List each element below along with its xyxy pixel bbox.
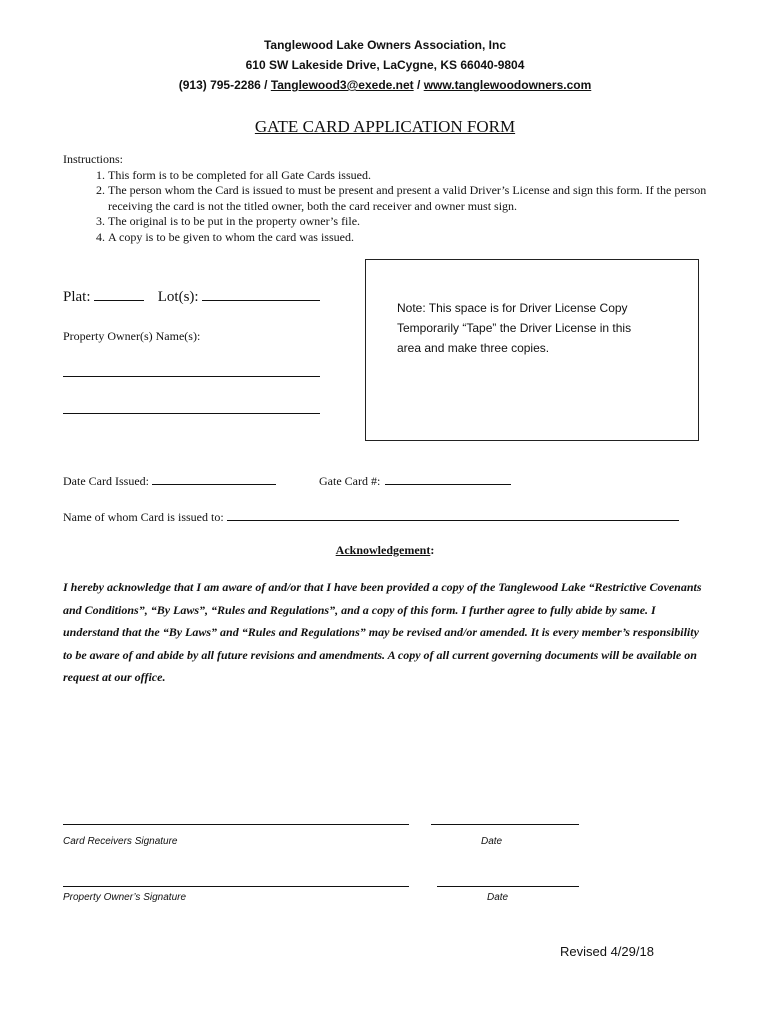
owner-date-field[interactable]: [437, 886, 579, 887]
note-line: area and make three copies.: [397, 341, 550, 355]
card-receiver-date-field[interactable]: [431, 824, 579, 825]
instruction-item: 3. The original is to be put in the property owner’s file.: [108, 214, 708, 230]
owner-name-field-2[interactable]: [63, 413, 320, 414]
owner-names-label: Property Owner(s) Name(s):: [63, 329, 201, 343]
date-label: Date: [481, 836, 503, 847]
instruction-item: 1. This form is to be completed for all Gate Cards issued.: [108, 168, 708, 184]
gate-card-field[interactable]: [385, 472, 511, 485]
acknowledgement-colon: :: [430, 543, 435, 557]
acknowledgement-heading-row: [0, 543, 770, 558]
gate-card-label: Gate Card #:: [319, 474, 381, 488]
gate-card-row: [319, 472, 511, 489]
instruction-item: 2. The person whom the Card is issued to must be present and present a valid Driver’s License and sign this form. If the person receiving the card is not the titled owner, both the card receiver and owner must sign.: [108, 183, 708, 214]
date-label: Date: [487, 892, 509, 903]
card-receiver-signature-label: Card Receivers Signature: [63, 836, 178, 847]
issued-to-field[interactable]: [227, 508, 679, 521]
lots-label: Lot(s):: [157, 289, 199, 305]
owner-signature-field[interactable]: [63, 886, 409, 887]
contact-separator: /: [417, 78, 421, 92]
issued-to-row: [63, 508, 679, 525]
instructions: [63, 152, 708, 245]
card-receiver-signature-field[interactable]: [63, 824, 409, 825]
plat-field[interactable]: [94, 288, 144, 301]
acknowledgement-text: I hereby acknowledge that I am aware of and/or that I have been provided a copy of the Tanglewood Lake “Restrictive Covenants and Conditions”, “By Laws”, “Rules and Regulations”, and a copy of this form. I further agree to fully abide by same. I understand that the “By Laws” and “Rules and Regulations” may be revised and/or amended. It is every member’s responsibility to be aware of and abide by all future revisions and amendments. A copy of all current governing documents will be available on request at our office.: [63, 580, 702, 684]
date-issued-row: [63, 472, 276, 489]
instructions-heading: Instructions:: [63, 152, 123, 166]
driver-license-copy-area: [365, 259, 699, 441]
form-title: GATE CARD APPLICATION FORM: [254, 117, 516, 136]
website-link[interactable]: www.tanglewoodowners.com: [423, 78, 592, 92]
acknowledgement-heading: Acknowledgement: [335, 543, 431, 557]
instruction-item: 4. A copy is to be given to whom the card was issued.: [108, 230, 708, 246]
date-issued-field[interactable]: [152, 472, 276, 485]
phone-number: (913) 795-2286 /: [178, 78, 268, 92]
plat-lot-row: [63, 288, 320, 306]
org-address: 610 SW Lakeside Drive, LaCygne, KS 66040-9804: [245, 58, 525, 72]
lots-field[interactable]: [202, 288, 320, 301]
owner-signature-label: Property Owner’s Signature: [63, 892, 187, 903]
note-line: Temporarily “Tape” the Driver License in this: [397, 321, 632, 335]
revision-date: Revised 4/29/18: [560, 944, 654, 959]
org-name: Tanglewood Lake Owners Association, Inc: [263, 38, 507, 52]
issued-to-label: Name of whom Card is issued to:: [63, 510, 224, 524]
note-text: [397, 298, 631, 358]
email-link[interactable]: Tanglewood3@exede.net: [270, 78, 414, 92]
date-issued-label: Date Card Issued:: [63, 474, 149, 488]
note-line: Note: This space is for Driver License Copy: [397, 301, 628, 315]
plat-label: Plat:: [63, 289, 91, 305]
owner-name-field-1[interactable]: [63, 376, 320, 377]
contact-line: [0, 78, 770, 92]
